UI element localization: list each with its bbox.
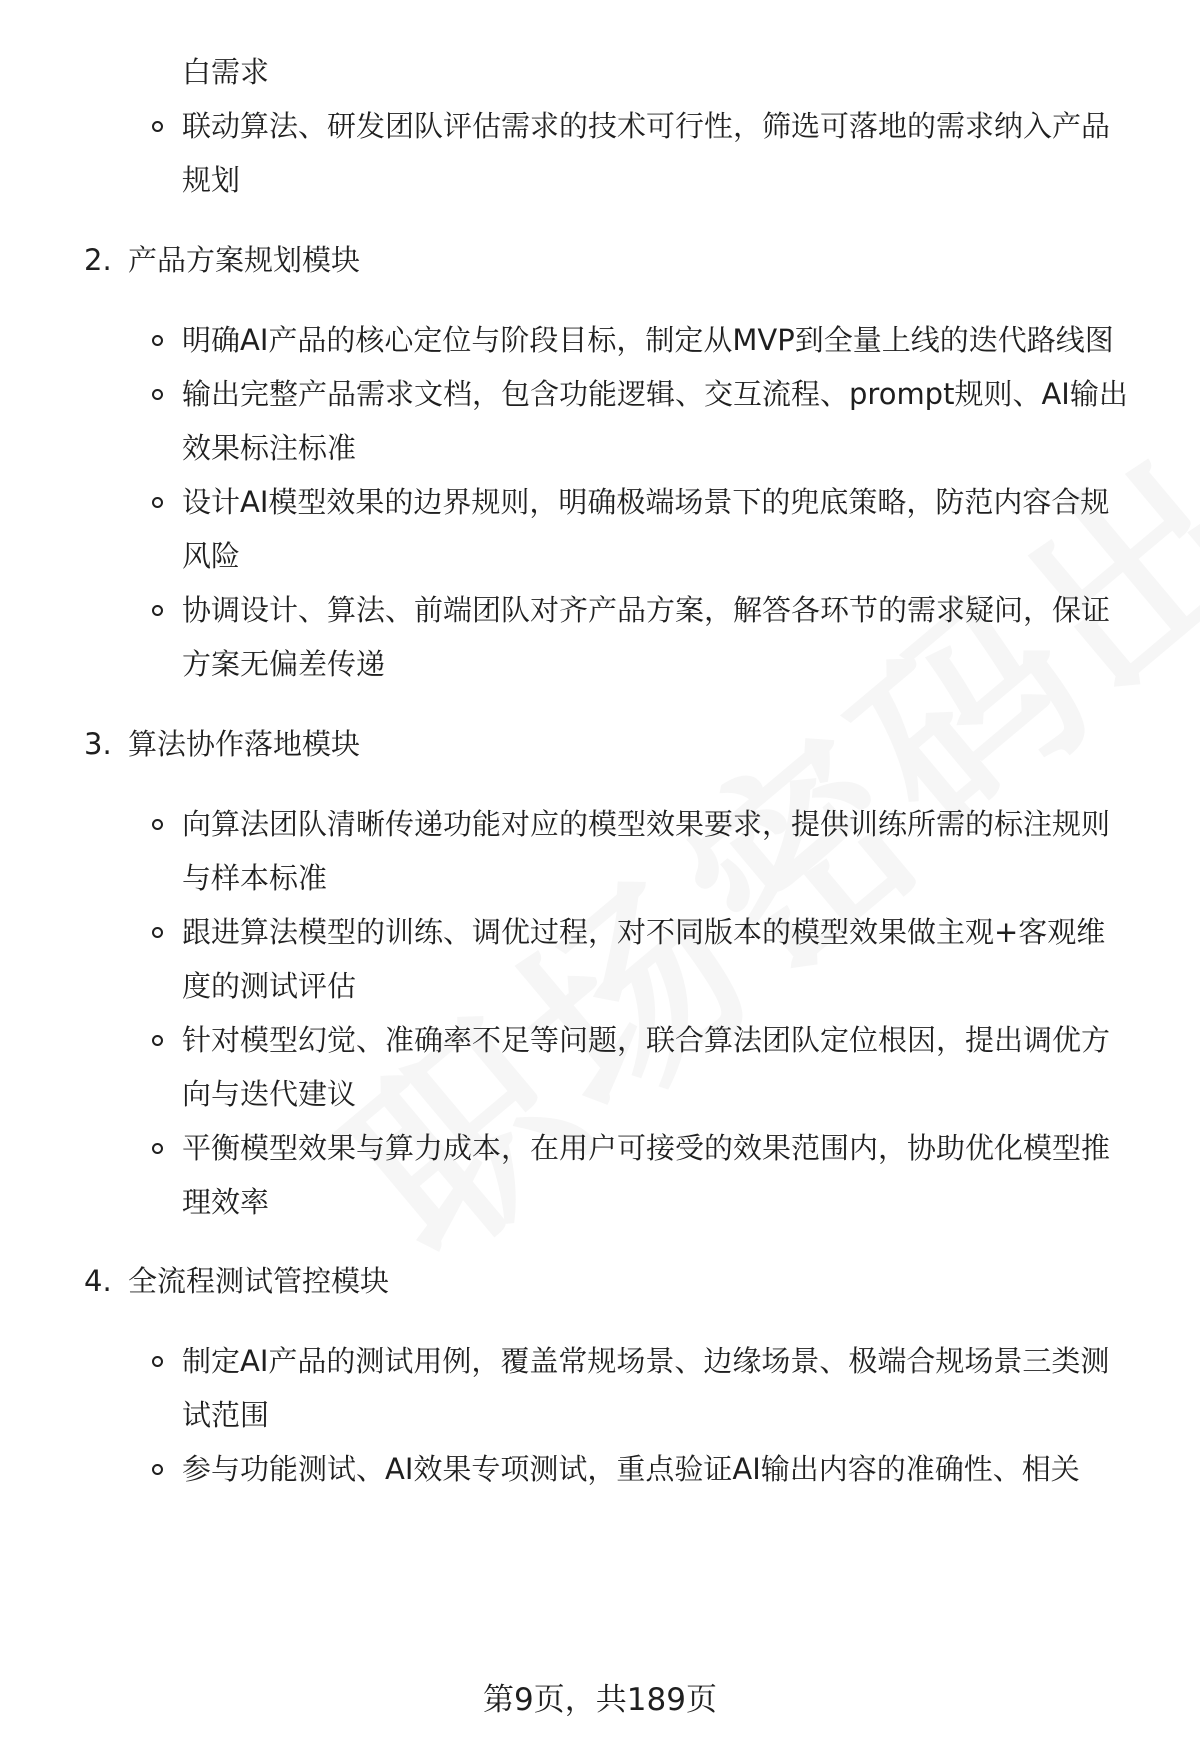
section-number: 4. — [84, 1264, 112, 1298]
bullet-line: 度的测试评估 — [182, 969, 357, 1003]
bullet-line: 设计AI模型效果的边界规则，明确极端场景下的兜底策略，防范内容合规 — [182, 485, 1110, 519]
bullet-marker — [152, 1356, 163, 1367]
bullet-line: 试范围 — [182, 1398, 270, 1432]
bullet-line: 规划 — [182, 163, 241, 197]
section-number: 2. — [84, 243, 112, 277]
bullet-line: 协调设计、算法、前端团队对齐产品方案，解答各环节的需求疑问，保证 — [182, 593, 1111, 627]
bullet-marker — [152, 1035, 163, 1046]
bullet-line: 联动算法、研发团队评估需求的技术可行性，筛选可落地的需求纳入产品 — [182, 109, 1111, 143]
bullet-line: 理效率 — [182, 1185, 270, 1219]
bullet-line: 方案无偏差传递 — [182, 647, 386, 681]
bullet-marker — [152, 927, 163, 938]
continuation-text: 白需求 — [182, 55, 270, 89]
bullet-line: 效果标注标准 — [182, 431, 357, 465]
section-number: 3. — [84, 727, 112, 761]
bullet-line: 平衡模型效果与算力成本，在用户可接受的效果范围内，协助优化模型推 — [182, 1131, 1111, 1165]
bullet-line: 针对模型幻觉、准确率不足等问题，联合算法团队定位根因，提出调优方 — [182, 1023, 1111, 1057]
page-number-footer: 第9页，共189页 — [483, 1682, 717, 1718]
bullet-line: 向算法团队清晰传递功能对应的模型效果要求，提供训练所需的标注规则 — [182, 807, 1111, 841]
bullet-marker — [152, 819, 163, 830]
section-heading: 产品方案规划模块 — [128, 243, 361, 277]
bullet-line: 跟进算法模型的训练、调优过程，对不同版本的模型效果做主观+客观维 — [182, 915, 1106, 949]
bullet-marker — [152, 1464, 163, 1475]
bullet-line: 与样本标准 — [182, 861, 328, 895]
bullet-line: 输出完整产品需求文档，包含功能逻辑、交互流程、prompt规则、AI输出 — [182, 377, 1128, 411]
section-heading: 算法协作落地模块 — [128, 727, 361, 761]
bullet-line: 制定AI产品的测试用例，覆盖常规场景、边缘场景、极端合规场景三类测 — [182, 1344, 1110, 1378]
bullet-line: 向与迭代建议 — [182, 1077, 357, 1111]
bullet-marker — [152, 335, 163, 346]
bullet-marker — [152, 497, 163, 508]
bullet-marker — [152, 121, 163, 132]
bullet-marker — [152, 389, 163, 400]
bullet-marker — [152, 1143, 163, 1154]
section-heading: 全流程测试管控模块 — [128, 1264, 390, 1298]
bullet-line: 明确AI产品的核心定位与阶段目标，制定从MVP到全量上线的迭代路线图 — [182, 323, 1114, 357]
bullet-line: 参与功能测试、AI效果专项测试，重点验证AI输出内容的准确性、相关 — [182, 1452, 1080, 1486]
bullet-marker — [152, 605, 163, 616]
bullet-line: 风险 — [182, 539, 241, 573]
